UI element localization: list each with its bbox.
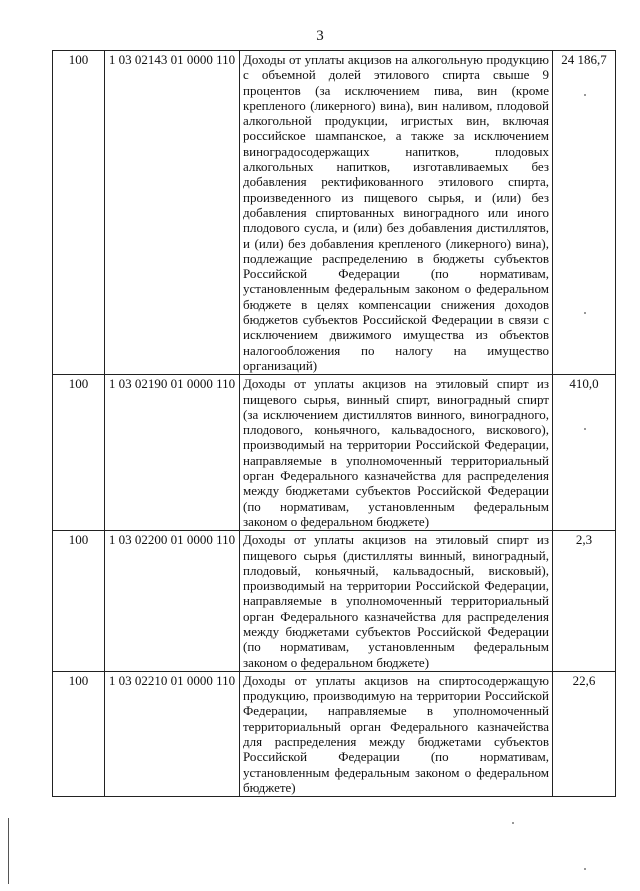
kbk-code-cell: 1 03 02190 01 0000 110	[105, 375, 240, 531]
table-row	[53, 51, 616, 375]
page-number: 3	[316, 28, 324, 44]
revenue-name-cell: Доходы от уплаты акцизов на этиловый спирт из пищевого сырья (дистилляты винный, виноградный, плодовый, коньячный, кальвадосный, висковый), производимый на территории Российской Федерации, направляемые в уполномоченный территориальный орган Федерального казначейства для распределения между бюджетами субъектов Российской Федерации (по нормативам, установленным федеральным законом о федеральном бюджете)	[240, 531, 553, 672]
scan-speck	[512, 822, 514, 824]
revenue-name-cell: Доходы от уплаты акцизов на алкогольную продукцию с объемной долей этилового спирта свыше 9 процентов (за исключением пива, вин (кроме крепленого (ликерного) вина), вин наливом, плодовой алкогольной продукции, игристых вин, включая российское шампанское, а также за исключением виноградосодержащих напитков, плодовых алкогольных напитков, изготавливаемых без добавления ректификованного этилового спирта, произведенного из пищевого сырья, и (или) без добавления спиртованных виноградного или иного плодового сусла, и (или) без добавления дистиллятов, и (или) без добавления крепленого (ликерного) вина), подлежащие распределению в бюджеты субъектов Российской Федерации (по нормативам, установленным федеральным законом о федеральном бюджете в целях компенсации снижения доходов бюджетов субъектов Российской Федерации в связи с исключением движимого имущества из объектов налогообложения по налогу на имущество организаций)	[240, 51, 553, 375]
scan-speck	[584, 94, 586, 96]
amount-cell: 410,0	[553, 375, 616, 531]
scan-speck	[584, 312, 586, 314]
admin-code-cell: 100	[53, 671, 105, 796]
amount-cell: 2,3	[553, 531, 616, 672]
table-row	[53, 671, 616, 796]
admin-code-cell: 100	[53, 375, 105, 531]
table-row	[53, 531, 616, 672]
scan-speck	[584, 428, 586, 430]
revenue-table	[52, 50, 616, 797]
revenue-name-cell: Доходы от уплаты акцизов на спиртосодержащую продукцию, производимую на территории Российской Федерации, направляемые в уполномоченный территориальный орган Федерального казначейства для распределения между бюджетами субъектов Российской Федерации (по нормативам, установленным федеральным законом о федеральном бюджете)	[240, 671, 553, 796]
admin-code-cell: 100	[53, 51, 105, 375]
scan-edge-line	[8, 818, 9, 884]
amount-cell: 22,6	[553, 671, 616, 796]
kbk-code-cell: 1 03 02210 01 0000 110	[105, 671, 240, 796]
revenue-name-cell: Доходы от уплаты акцизов на этиловый спирт из пищевого сырья, винный спирт, виноградный спирт (за исключением дистиллятов винного, виноградного, плодового, коньячного, кальвадосного, вискового), производимый на территории Российской Федерации, направляемые в уполномоченный территориальный орган Федерального казначейства для распределения между бюджетами субъектов Российской Федерации (по нормативам, установленным федеральным законом о федеральном бюджете)	[240, 375, 553, 531]
amount-cell: 24 186,7	[553, 51, 616, 375]
admin-code-cell: 100	[53, 531, 105, 672]
scan-speck	[584, 868, 586, 870]
table-row	[53, 375, 616, 531]
kbk-code-cell: 1 03 02143 01 0000 110	[105, 51, 240, 375]
kbk-code-cell: 1 03 02200 01 0000 110	[105, 531, 240, 672]
